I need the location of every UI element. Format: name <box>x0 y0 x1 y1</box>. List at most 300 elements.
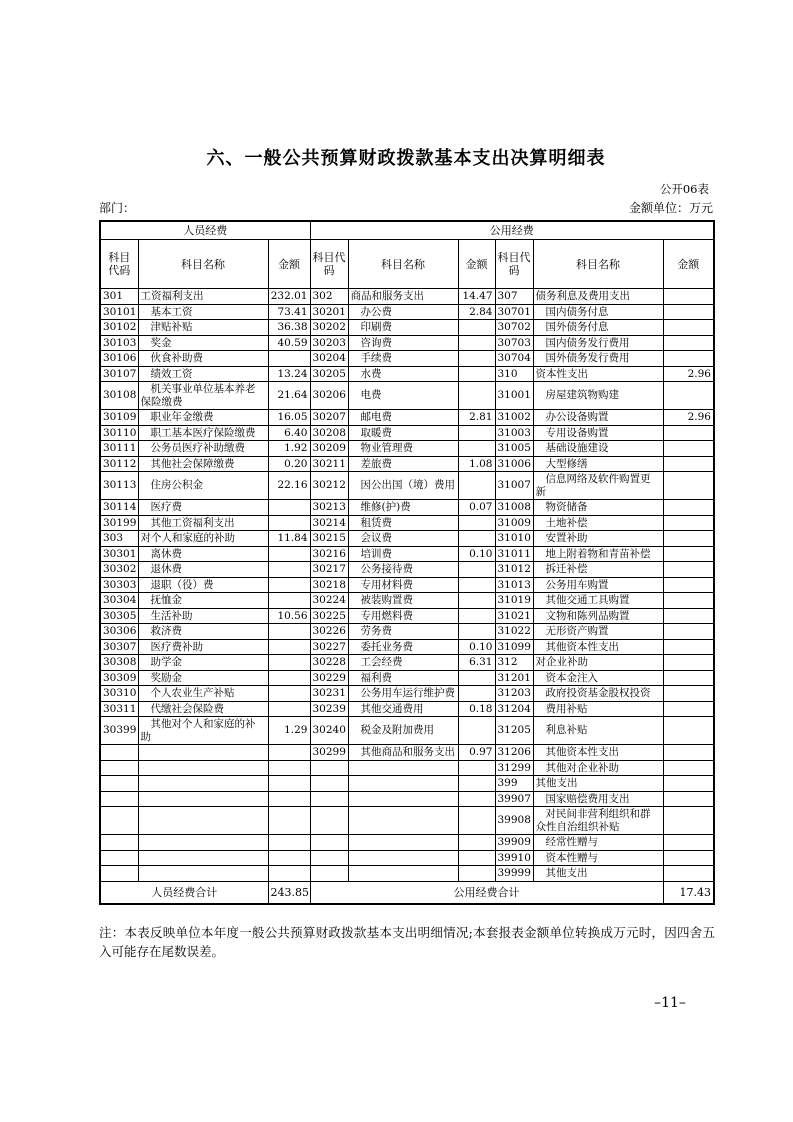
amount-cell: 1.92 <box>268 441 310 457</box>
subject-code-cell: 301 <box>100 289 138 305</box>
subject-name-cell <box>138 760 268 776</box>
subject-name-cell: 水费 <box>348 366 458 382</box>
subject-code-cell: 30311 <box>100 701 138 717</box>
subject-name-cell: 其他商品和服务支出 <box>348 745 458 761</box>
subject-code-cell: 39907 <box>495 791 533 807</box>
subject-name-cell: 退休费 <box>138 562 268 578</box>
amount-cell <box>268 639 310 655</box>
table-row <box>100 289 714 305</box>
subject-code-cell: 31019 <box>495 593 533 609</box>
subject-name-cell: 商品和服务支出 <box>348 289 458 305</box>
amount-cell: 6.40 <box>268 425 310 441</box>
subject-name-cell: 对个人和家庭的补助 <box>138 531 268 547</box>
amount-cell <box>458 791 495 807</box>
amount-cell: 22.16 <box>268 472 310 500</box>
amount-cell <box>663 776 714 792</box>
amount-cell <box>458 866 495 882</box>
amount-cell <box>458 366 495 382</box>
subject-code-cell: 30101 <box>100 304 138 320</box>
subject-name-cell <box>138 850 268 866</box>
amount-cell: 11.84 <box>268 531 310 547</box>
subject-name-cell: 会议费 <box>348 531 458 547</box>
subject-code-cell: 39999 <box>495 866 533 882</box>
amount-cell: 2.96 <box>663 410 714 426</box>
subject-name-cell: 职业年金缴费 <box>138 410 268 426</box>
subject-name-cell: 物业管理费 <box>348 441 458 457</box>
table-row <box>100 835 714 851</box>
table-row <box>100 366 714 382</box>
table-row <box>100 624 714 640</box>
subject-name-cell: 债务利息及费用支出 <box>533 289 663 305</box>
amount-cell <box>663 745 714 761</box>
subject-code-cell <box>100 776 138 792</box>
amount-cell <box>458 717 495 745</box>
subject-name-cell: 其他对企业补助 <box>533 760 663 776</box>
subject-code-cell: 30206 <box>310 382 348 410</box>
subject-name-cell: 税金及附加费用 <box>348 717 458 745</box>
table-row <box>100 456 714 472</box>
amount-cell <box>458 624 495 640</box>
amount-cell: 0.10 <box>458 546 495 562</box>
subject-name-cell: 救济费 <box>138 624 268 640</box>
amount-cell <box>458 686 495 702</box>
subject-name-cell <box>348 791 458 807</box>
amount-cell <box>663 655 714 671</box>
amount-cell: 0.18 <box>458 701 495 717</box>
subject-code-cell: 31010 <box>495 531 533 547</box>
subject-code-cell: 30228 <box>310 655 348 671</box>
table-row <box>100 500 714 516</box>
subject-name-cell: 办公费 <box>348 304 458 320</box>
table-row <box>100 335 714 351</box>
subject-code-cell: 31003 <box>495 425 533 441</box>
subject-name-cell: 工资福利支出 <box>138 289 268 305</box>
subject-name-cell: 政府投资基金股权投资 <box>533 686 663 702</box>
subject-name-cell: 对企业补助 <box>533 655 663 671</box>
amount-cell <box>663 835 714 851</box>
table-row <box>100 425 714 441</box>
subject-name-cell: 费用补贴 <box>533 701 663 717</box>
public-total-label: 公用经费合计 <box>310 881 663 904</box>
personnel-total-label: 人员经费合计 <box>100 881 268 904</box>
table-code-label: 公开06表 <box>659 182 709 196</box>
subject-code-cell <box>100 807 138 835</box>
amount-cell <box>458 807 495 835</box>
table-row <box>100 791 714 807</box>
subject-code-cell: 31002 <box>495 410 533 426</box>
subject-code-cell: 30106 <box>100 351 138 367</box>
table-row <box>100 320 714 336</box>
amount-cell: 6.31 <box>458 655 495 671</box>
amount-cell <box>458 515 495 531</box>
table-row <box>100 701 714 717</box>
subject-name-cell: 对民间非营利组织和群众性自治组织补贴 <box>533 807 663 835</box>
subject-code-cell <box>100 791 138 807</box>
unit-label: 金额单位：万元 <box>628 201 713 215</box>
amount-cell <box>663 850 714 866</box>
subject-name-cell: 国家赔偿费用支出 <box>533 791 663 807</box>
amount-cell: 2.96 <box>663 366 714 382</box>
subject-name-cell: 国内债务付息 <box>533 304 663 320</box>
subject-code-cell: 30114 <box>100 500 138 516</box>
subject-code-cell <box>310 807 348 835</box>
subject-code-cell: 30217 <box>310 562 348 578</box>
amount-cell <box>268 577 310 593</box>
amount-cell: 14.47 <box>458 289 495 305</box>
subject-code-cell: 39909 <box>495 835 533 851</box>
subject-name-cell: 委托业务费 <box>348 639 458 655</box>
amount-cell <box>458 441 495 457</box>
subject-name-cell: 抚恤金 <box>138 593 268 609</box>
subject-name-cell: 无形资产购置 <box>533 624 663 640</box>
amount-cell: 0.97 <box>458 745 495 761</box>
amount-cell <box>268 686 310 702</box>
subject-code-cell: 31006 <box>495 456 533 472</box>
amount-cell <box>268 515 310 531</box>
amount-cell <box>663 701 714 717</box>
col-header-subject-code: 科目代码 <box>495 240 533 289</box>
amount-cell <box>663 304 714 320</box>
subject-code-cell: 30299 <box>310 745 348 761</box>
subject-name-cell: 物资储备 <box>533 500 663 516</box>
subject-name-cell: 公务用车运行维护费 <box>348 686 458 702</box>
subject-name-cell: 大型修缮 <box>533 456 663 472</box>
subject-name-cell: 助学金 <box>138 655 268 671</box>
table-row <box>100 562 714 578</box>
subject-code-cell: 30310 <box>100 686 138 702</box>
amount-cell <box>663 456 714 472</box>
subject-code-cell: 31005 <box>495 441 533 457</box>
subject-code-cell: 31022 <box>495 624 533 640</box>
table-row <box>100 593 714 609</box>
subject-code-cell <box>100 850 138 866</box>
amount-cell <box>268 546 310 562</box>
amount-cell: 36.38 <box>268 320 310 336</box>
department-label: 部门： <box>99 201 136 215</box>
amount-cell <box>663 472 714 500</box>
subject-code-cell: 30702 <box>495 320 533 336</box>
table-row <box>100 686 714 702</box>
amount-cell <box>663 807 714 835</box>
amount-cell <box>663 425 714 441</box>
subject-code-cell: 30308 <box>100 655 138 671</box>
amount-cell <box>458 351 495 367</box>
amount-cell <box>268 562 310 578</box>
table-row <box>100 639 714 655</box>
amount-cell: 73.41 <box>268 304 310 320</box>
amount-cell: 0.20 <box>268 456 310 472</box>
col-header-subject-code: 科目代码 <box>310 240 348 289</box>
subject-name-cell <box>138 791 268 807</box>
subject-code-cell <box>310 850 348 866</box>
amount-cell <box>458 320 495 336</box>
subject-name-cell <box>138 776 268 792</box>
subject-name-cell: 资本金注入 <box>533 670 663 686</box>
amount-cell <box>458 382 495 410</box>
subject-code-cell <box>100 866 138 882</box>
table-row <box>100 441 714 457</box>
table-row <box>100 807 714 835</box>
amount-cell <box>663 531 714 547</box>
subject-code-cell: 30109 <box>100 410 138 426</box>
subject-code-cell <box>100 760 138 776</box>
amount-cell: 10.56 <box>268 608 310 624</box>
amount-cell <box>458 670 495 686</box>
subject-name-cell <box>348 760 458 776</box>
amount-cell <box>268 835 310 851</box>
subject-code-cell: 31011 <box>495 546 533 562</box>
amount-cell <box>458 608 495 624</box>
subject-name-cell: 代缴社会保险费 <box>138 701 268 717</box>
subject-code-cell <box>310 776 348 792</box>
amount-cell <box>458 776 495 792</box>
subject-code-cell: 30239 <box>310 701 348 717</box>
subject-code-cell: 30226 <box>310 624 348 640</box>
subject-name-cell: 因公出国（境）费用 <box>348 472 458 500</box>
table-row <box>100 866 714 882</box>
subject-name-cell: 其他社会保障缴费 <box>138 456 268 472</box>
subject-name-cell: 专用设备购置 <box>533 425 663 441</box>
amount-cell <box>663 546 714 562</box>
amount-cell: 0.07 <box>458 500 495 516</box>
subject-name-cell: 咨询费 <box>348 335 458 351</box>
subject-code-cell <box>310 760 348 776</box>
subject-name-cell: 被装购置费 <box>348 593 458 609</box>
page-title: 六、一般公共预算财政拨款基本支出决算明细表 <box>206 148 606 169</box>
amount-cell <box>268 807 310 835</box>
amount-cell <box>458 577 495 593</box>
subject-name-cell: 专用燃料费 <box>348 608 458 624</box>
subject-name-cell: 机关事业单位基本养老保险缴费 <box>138 382 268 410</box>
subject-code-cell: 30703 <box>495 335 533 351</box>
subject-code-cell: 30199 <box>100 515 138 531</box>
table-row <box>100 577 714 593</box>
amount-cell <box>268 866 310 882</box>
subject-code-cell: 30205 <box>310 366 348 382</box>
amount-cell: 0.10 <box>458 639 495 655</box>
table-row <box>100 304 714 320</box>
amount-cell <box>663 686 714 702</box>
table-row <box>100 850 714 866</box>
col-header-amount: 金额 <box>458 240 495 289</box>
subject-name-cell: 维修(护)费 <box>348 500 458 516</box>
subject-code-cell: 39910 <box>495 850 533 866</box>
subject-code-cell: 312 <box>495 655 533 671</box>
subject-name-cell: 绩效工资 <box>138 366 268 382</box>
amount-cell: 16.05 <box>268 410 310 426</box>
subject-code-cell: 30306 <box>100 624 138 640</box>
subject-code-cell <box>100 745 138 761</box>
subject-name-cell: 奖金 <box>138 335 268 351</box>
page-number: –11– <box>654 995 686 1011</box>
subject-name-cell <box>348 866 458 882</box>
subject-code-cell: 31008 <box>495 500 533 516</box>
subject-code-cell: 30108 <box>100 382 138 410</box>
subject-name-cell: 奖励金 <box>138 670 268 686</box>
subject-code-cell: 30103 <box>100 335 138 351</box>
amount-cell <box>268 760 310 776</box>
subject-code-cell: 30216 <box>310 546 348 562</box>
subject-code-cell: 30207 <box>310 410 348 426</box>
subject-name-cell <box>348 776 458 792</box>
amount-cell <box>663 320 714 336</box>
subject-name-cell: 租赁费 <box>348 515 458 531</box>
subject-code-cell: 39908 <box>495 807 533 835</box>
table-row <box>100 717 714 745</box>
subject-code-cell: 30113 <box>100 472 138 500</box>
subject-name-cell: 国外债务发行费用 <box>533 351 663 367</box>
amount-cell <box>663 608 714 624</box>
subject-code-cell: 30208 <box>310 425 348 441</box>
amount-cell <box>663 717 714 745</box>
subject-name-cell <box>138 866 268 882</box>
subject-name-cell: 退职（役）费 <box>138 577 268 593</box>
subject-code-cell: 31009 <box>495 515 533 531</box>
personnel-total-value: 243.85 <box>268 881 310 904</box>
subject-name-cell: 资本性支出 <box>533 366 663 382</box>
group-header-row <box>100 221 714 240</box>
subject-code-cell: 399 <box>495 776 533 792</box>
subject-code-cell: 30302 <box>100 562 138 578</box>
subject-name-cell: 住房公积金 <box>138 472 268 500</box>
amount-cell <box>663 624 714 640</box>
subject-name-cell: 其他支出 <box>533 776 663 792</box>
amount-cell: 13.24 <box>268 366 310 382</box>
subject-name-cell: 电费 <box>348 382 458 410</box>
footnote: 注：本表反映单位本年度一般公共预算财政拨款基本支出明细情况;本套报表金额单位转换成万元时，因四舍五入可能存在尾数误差。 <box>99 925 715 959</box>
table-row <box>100 670 714 686</box>
subject-name-cell: 其他交通工具购置 <box>533 593 663 609</box>
table-row <box>100 776 714 792</box>
amount-cell <box>663 577 714 593</box>
table-row <box>100 546 714 562</box>
amount-cell: 1.29 <box>268 717 310 745</box>
amount-cell <box>663 500 714 516</box>
subject-code-cell: 31099 <box>495 639 533 655</box>
amount-cell <box>458 531 495 547</box>
amount-cell <box>663 760 714 776</box>
amount-cell <box>663 866 714 882</box>
subject-code-cell: 30399 <box>100 717 138 745</box>
subject-code-cell: 30212 <box>310 472 348 500</box>
amount-cell <box>458 593 495 609</box>
table-row <box>100 760 714 776</box>
subject-code-cell: 30107 <box>100 366 138 382</box>
subject-code-cell: 30227 <box>310 639 348 655</box>
subject-code-cell: 30110 <box>100 425 138 441</box>
subject-name-cell: 医疗费补助 <box>138 639 268 655</box>
subject-name-cell: 取暖费 <box>348 425 458 441</box>
subject-code-cell: 30307 <box>100 639 138 655</box>
table-row <box>100 745 714 761</box>
table-row <box>100 382 714 410</box>
subject-code-cell: 30229 <box>310 670 348 686</box>
subject-name-cell: 国外债务付息 <box>533 320 663 336</box>
subject-name-cell: 国内债务发行费用 <box>533 335 663 351</box>
amount-cell: 21.64 <box>268 382 310 410</box>
subject-name-cell: 公务用车购置 <box>533 577 663 593</box>
subject-code-cell: 31299 <box>495 760 533 776</box>
subject-code-cell: 31201 <box>495 670 533 686</box>
amount-cell: 40.59 <box>268 335 310 351</box>
amount-cell: 232.01 <box>268 289 310 305</box>
subject-name-cell <box>138 835 268 851</box>
subject-code-cell: 30231 <box>310 686 348 702</box>
subject-code-cell: 31021 <box>495 608 533 624</box>
subject-code-cell: 30203 <box>310 335 348 351</box>
subject-name-cell: 房屋建筑物购建 <box>533 382 663 410</box>
subject-name-cell: 工会经费 <box>348 655 458 671</box>
subject-name-cell: 安置补助 <box>533 531 663 547</box>
subject-code-cell: 30102 <box>100 320 138 336</box>
subject-name-cell: 公务接待费 <box>348 562 458 578</box>
subject-name-cell: 专用材料费 <box>348 577 458 593</box>
subject-name-cell <box>138 745 268 761</box>
subject-name-cell: 基础设施建设 <box>533 441 663 457</box>
amount-cell <box>663 289 714 305</box>
amount-cell <box>663 593 714 609</box>
amount-cell <box>663 351 714 367</box>
basic-expenditure-table <box>99 220 715 905</box>
subject-code-cell: 30305 <box>100 608 138 624</box>
subject-code-cell: 30215 <box>310 531 348 547</box>
amount-cell <box>268 624 310 640</box>
subject-name-cell: 医疗费 <box>138 500 268 516</box>
amount-cell <box>268 701 310 717</box>
amount-cell <box>663 335 714 351</box>
subject-code-cell: 31204 <box>495 701 533 717</box>
table-row <box>100 531 714 547</box>
table-row <box>100 515 714 531</box>
amount-cell <box>663 670 714 686</box>
subject-name-cell: 文物和陈列品购置 <box>533 608 663 624</box>
col-header-subject-code: 科目代码 <box>100 240 138 289</box>
public-total-value: 17.43 <box>663 881 714 904</box>
subject-code-cell <box>310 791 348 807</box>
subject-code-cell: 30202 <box>310 320 348 336</box>
subject-code-cell: 307 <box>495 289 533 305</box>
amount-cell <box>663 441 714 457</box>
amount-cell <box>458 472 495 500</box>
column-header-row <box>100 240 714 289</box>
amount-cell <box>663 562 714 578</box>
amount-cell <box>663 639 714 655</box>
amount-cell <box>268 791 310 807</box>
subject-name-cell <box>348 807 458 835</box>
meta-row <box>99 199 713 216</box>
subject-code-cell: 30209 <box>310 441 348 457</box>
amount-cell <box>458 760 495 776</box>
col-header-subject-name: 科目名称 <box>348 240 458 289</box>
subject-code-cell <box>310 835 348 851</box>
subject-name-cell: 生活补助 <box>138 608 268 624</box>
subject-name-cell: 其他资本性支出 <box>533 745 663 761</box>
subject-name-cell: 伙食补助费 <box>138 351 268 367</box>
subject-code-cell: 31206 <box>495 745 533 761</box>
amount-cell <box>458 562 495 578</box>
amount-cell <box>268 745 310 761</box>
subject-code-cell: 30704 <box>495 351 533 367</box>
table-row <box>100 608 714 624</box>
subject-code-cell <box>100 835 138 851</box>
subject-name-cell: 拆迁补偿 <box>533 562 663 578</box>
subject-code-cell: 310 <box>495 366 533 382</box>
subject-name-cell: 培训费 <box>348 546 458 562</box>
subject-code-cell: 303 <box>100 531 138 547</box>
amount-cell: 1.08 <box>458 456 495 472</box>
table-row <box>100 472 714 500</box>
subject-code-cell: 30240 <box>310 717 348 745</box>
